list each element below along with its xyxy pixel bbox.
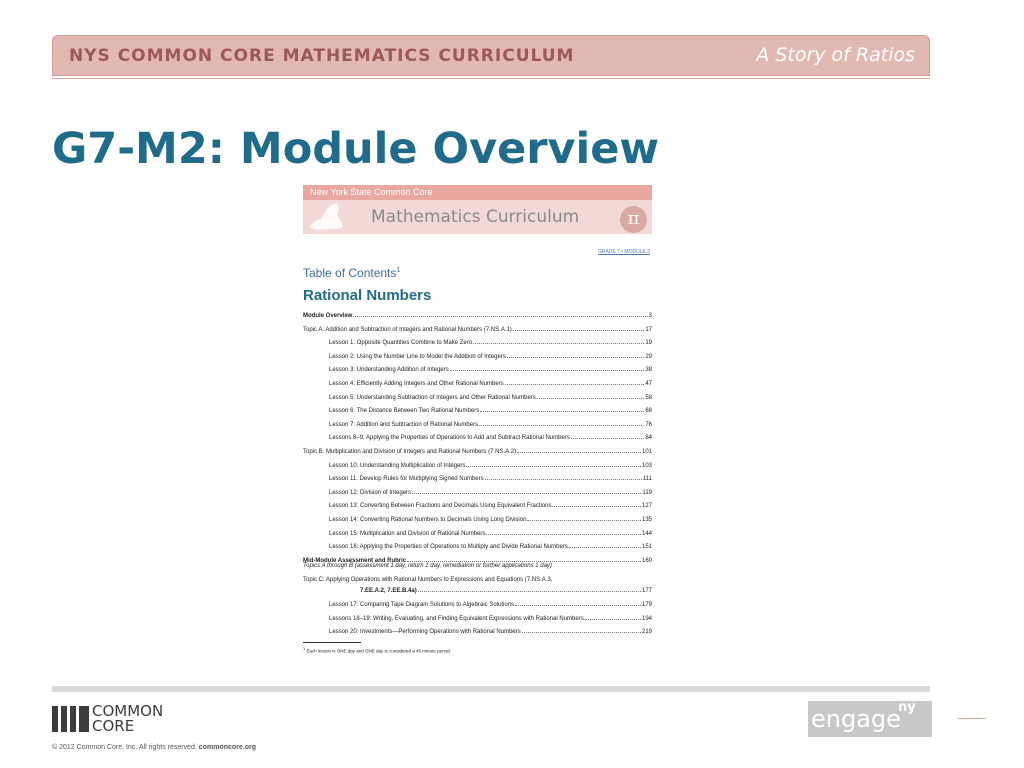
toc-leader-dots — [513, 325, 645, 331]
engage-accent-line — [958, 718, 986, 719]
engage-logo-text: engage — [811, 705, 901, 733]
toc-leader-dots — [450, 365, 645, 371]
toc-leader-dots — [486, 529, 641, 535]
copyright-text: © 2012 Common Core, Inc. All rights reserved. — [52, 744, 197, 751]
toc-entry-page: 151 — [641, 544, 652, 551]
engage-logo-ny: ny — [898, 700, 916, 715]
toc-leader-dots — [485, 474, 642, 480]
toc-leader-dots — [353, 311, 647, 317]
toc-leader-dots — [527, 515, 641, 521]
toc-entry-label: Lesson 12: Division of Integers — [329, 489, 412, 496]
toc-entry-label: Lesson 16: Applying the Properties of Operations to Multiply and Divide Rational Numbers — [329, 544, 568, 551]
toc-row — [329, 529, 652, 538]
toc-entry-page: 58 — [645, 394, 652, 401]
footnote-rule — [303, 642, 361, 643]
toc-footnote-marker: 1 — [396, 267, 401, 274]
footnote-text: Each lesson is ONE day and ONE day is considered a 45 minute period. — [306, 648, 451, 654]
toc-entry-page: 119 — [642, 489, 652, 496]
toc-leader-dots — [537, 393, 645, 399]
grade-module-label: GRADE 7 • MODULE 2 — [597, 249, 650, 255]
toc-entry-label: Lesson 20: Investments—Performing Operations with Rational Numbers — [329, 629, 521, 636]
toc-entry-label: Lesson 1: Opposite Quantities Combine to Make Zero — [329, 340, 473, 347]
common-core-logo — [52, 704, 182, 734]
copyright — [52, 744, 256, 751]
toc-row — [329, 379, 652, 388]
toc-row — [329, 515, 652, 524]
toc-entry-label: Lesson 17: Comparing Tape Diagram Solutions to Algebraic Solutions — [329, 601, 514, 608]
toc-leader-dots — [571, 433, 645, 439]
toc-leader-dots — [466, 461, 641, 467]
toc-entry-page: 84 — [645, 435, 652, 442]
toc-entry-page: 219 — [641, 629, 652, 636]
doc-header-state: New York State Common Core — [310, 187, 433, 197]
common-core-logo-text — [92, 704, 163, 734]
toc-entry-page: 29 — [645, 353, 652, 360]
toc-entry-page: 3 — [648, 313, 652, 319]
toc-entry-label: Lesson 2: Using the Number Line to Model the Addition of Integers — [329, 353, 506, 360]
toc-row — [329, 627, 652, 636]
curriculum-subtitle: A Story of Ratios — [756, 44, 915, 66]
footer-rule — [52, 686, 930, 692]
toc-entry-label: Lesson 6: The Distance Between Two Rational Numbers — [329, 408, 480, 415]
toc-leader-dots — [473, 338, 644, 344]
toc-leader-dots — [407, 556, 641, 562]
toc-entry-page: 101 — [641, 449, 652, 455]
toc-entry-label: Lesson 13: Converting Between Fractions and Decimals Using Equivalent Fractions — [329, 503, 552, 510]
toc-leader-dots — [515, 600, 641, 606]
toc-entry-label: Lesson 14: Converting Rational Numbers to Decimals Using Long Division — [329, 517, 527, 523]
toc-entry-page: 177 — [641, 588, 652, 595]
toc-row — [329, 338, 652, 347]
toc-entry-page: 19 — [645, 340, 652, 347]
toc-entry-label: Lesson 5: Understanding Subtraction of Integers and Other Rational Numbers — [329, 394, 536, 401]
logo-line-2: CORE — [92, 717, 135, 735]
toc-entry-page: 47 — [645, 381, 652, 387]
toc-row — [360, 586, 652, 595]
toc-entry-label: Mid-Module Assessment and Rubric — [303, 557, 407, 564]
toc-row — [329, 501, 652, 510]
toc-leader-dots — [569, 542, 641, 548]
curriculum-title: NYS COMMON CORE MATHEMATICS CURRICULUM — [69, 46, 575, 66]
toc-row — [329, 600, 652, 609]
doc-header-strip — [303, 185, 652, 200]
slide-title: G7-M2: Module Overview — [52, 124, 660, 168]
header-banner — [52, 35, 930, 76]
toc-leader-dots — [418, 586, 641, 592]
toc-row — [303, 447, 652, 456]
toc-row — [303, 325, 652, 334]
toc-leader-dots — [522, 627, 641, 633]
toc-entry-page: 111 — [642, 476, 652, 483]
toc-row — [303, 311, 652, 320]
toc-entry-page: 76 — [645, 421, 652, 428]
toc-entry-page: 160 — [641, 557, 652, 564]
module-title: Rational Numbers — [303, 287, 432, 304]
toc-leader-dots — [517, 447, 641, 453]
toc-entry-label: Lesson 15: Multiplication and Division of Rational Numbers — [329, 530, 486, 537]
toc-row — [329, 474, 652, 483]
toc-leader-dots — [479, 420, 644, 426]
header-rule — [52, 78, 930, 79]
toc-leader-dots — [412, 488, 641, 494]
toc-leader-dots — [507, 352, 645, 358]
toc-heading-text: Table of Contents — [303, 266, 397, 280]
mid-module-note: Topics A through B (assessment 1 day, return 1 day, remediation or further applications 1 day) — [303, 562, 552, 569]
toc-entry-label: Lessons 8–9: Applying the Properties of Operations to Add and Subtract Rational Numbers — [329, 435, 570, 442]
pi-icon: π — [620, 206, 647, 233]
document-page — [303, 185, 652, 665]
toc-entry-page: 38 — [645, 367, 652, 374]
toc-leader-dots — [585, 614, 641, 620]
footnote — [303, 646, 451, 654]
toc-entry-label: Lesson 7: Addition and Subtraction of Rational Numbers — [329, 421, 479, 428]
engageny-logo — [808, 701, 932, 737]
toc-row — [329, 614, 652, 623]
toc-leader-dots — [552, 501, 641, 507]
doc-header-title: Mathematics Curriculum — [371, 207, 580, 227]
toc-row — [329, 393, 652, 402]
toc-entry-label: Lesson 11: Develop Rules for Multiplying Signed Numbers — [329, 476, 484, 483]
toc-entry-label: Lesson 3: Understanding Addition of Integers — [329, 367, 449, 374]
toc-entry-page: 68 — [645, 408, 652, 415]
toc-entry-label: Lesson 10: Understanding Multiplication of Integers — [329, 462, 466, 469]
toc-row — [329, 352, 652, 361]
toc-entry-page: 179 — [641, 601, 652, 608]
toc-entry-label: Topic C: Applying Operations with Rational Numbers to Expressions and Equations (7.NS.A.3, — [303, 576, 553, 583]
toc-entry-label: Lesson 4: Efficiently Adding Integers and Other Rational Numbers — [329, 381, 504, 387]
toc-entry-label: Topic A: Addition and Subtraction of Integers and Rational Numbers (7.NS.A.1) — [303, 326, 512, 333]
toc-entry-label: Topic B: Multiplication and Division of Integers and Rational Numbers (7.NS.A.2) — [303, 449, 517, 455]
toc-entry-label: Module Overview — [303, 313, 353, 319]
toc-leader-dots — [480, 406, 644, 412]
toc-leader-dots — [505, 379, 645, 385]
toc-entry-page: 194 — [641, 615, 652, 622]
toc-row — [329, 461, 652, 470]
toc-entry-label: 7.EE.A.2, 7.EE.B.4a) — [360, 588, 417, 595]
toc-entry-page: 144 — [641, 530, 652, 537]
toc-entry-page: 127 — [641, 503, 652, 510]
toc-row — [329, 406, 652, 415]
logo-line-1: COMMON — [92, 702, 164, 720]
copyright-link[interactable]: commoncore.org — [198, 744, 256, 751]
new-york-map-icon — [307, 199, 347, 233]
toc-entry-page: 135 — [641, 517, 652, 523]
toc-entry-page: 17 — [645, 326, 652, 333]
toc-heading — [303, 266, 400, 280]
toc-entry-label: Lessons 18–19: Writing, Evaluating, and Finding Equivalent Expressions with Rational Numbers — [329, 615, 584, 622]
toc-row — [329, 420, 652, 429]
toc-row — [329, 542, 652, 551]
toc-row — [303, 577, 652, 586]
toc-entry-page: 103 — [641, 462, 652, 469]
toc-row — [329, 488, 652, 497]
toc-row — [329, 433, 652, 442]
toc-row — [329, 365, 652, 374]
footnote-marker: 1 — [303, 646, 306, 651]
